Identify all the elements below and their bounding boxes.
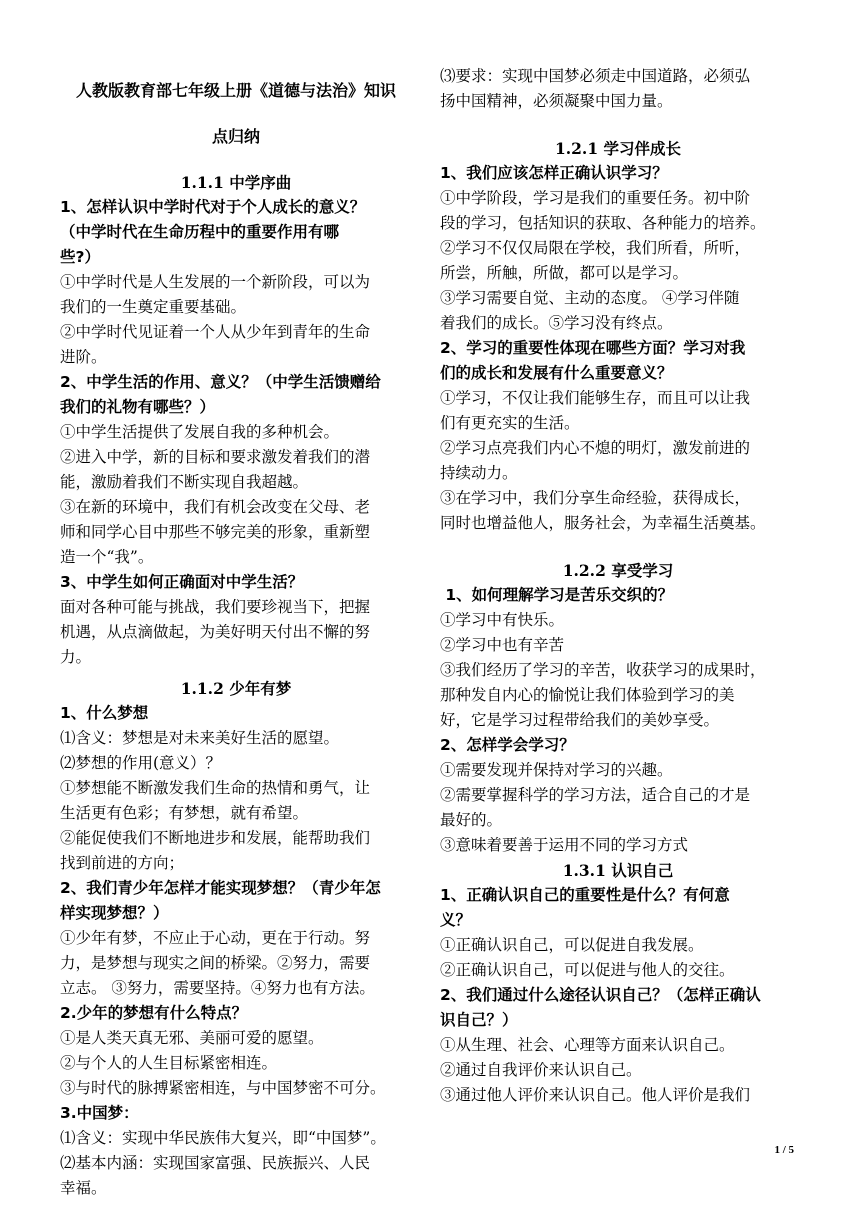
right-column [440, 64, 796, 1108]
question-heading: 3.中国梦： [60, 1104, 139, 1122]
answer-line: ①梦想能不断激发我们生命的热情和勇气，让 [60, 779, 371, 797]
question-heading: 义？ [440, 911, 472, 929]
answer-line: 立志。 ③努力，需要坚持。④努力也有方法。 [60, 979, 375, 997]
answer-line: 能，激励着我们不断实现自我超越。 [60, 473, 309, 491]
answer-line: ②通过自我评价来认识自己。 [440, 1061, 642, 1079]
answer-line: 力，是梦想与现实之间的桥梁。②努力，需要 [60, 954, 371, 972]
document-title-line2: 点归纳 [211, 127, 260, 146]
question-heading: （中学时代在生命历程中的重要作用有哪 [60, 223, 340, 241]
question-heading: 3、中学生如何正确面对中学生活？ [60, 573, 304, 591]
answer-line: ①学习，不仅让我们能够生存，而且可以让我 [440, 389, 751, 407]
question-heading: 2.少年的梦想有什么特点？ [60, 1004, 248, 1022]
left-column [60, 58, 412, 1201]
question-heading: 2、怎样学会学习？ [440, 736, 575, 754]
question-heading: 1、怎样认识中学时代对于个人成长的意义？ [60, 198, 366, 216]
section-heading: 1.2.1 学习伴成长 [554, 139, 682, 158]
question-heading: 2、学习的重要性体现在哪些方面？学习对我 [440, 339, 746, 357]
answer-line: ③学习需要自觉、主动的态度。 ④学习伴随 [440, 289, 740, 307]
answer-line: 师和同学心目中那些不够完美的形象，重新塑 [60, 523, 371, 541]
answer-line: 力。 [60, 648, 92, 666]
question-heading: 些?） [60, 248, 100, 266]
question-heading: 1、什么梦想 [60, 704, 149, 722]
document-title-line1: 人教版教育部七年级上册《道德与法治》知识 [75, 81, 396, 100]
answer-line: ⑵基本内涵：实现国家富强、民族振兴、人民 [60, 1154, 371, 1172]
answer-line: 面对各种可能与挑战，我们要珍视当下，把握 [60, 598, 371, 616]
answer-line: 扬中国精神，必须凝聚中国力量。 [440, 92, 673, 110]
answer-line: ③我们经历了学习的辛苦，收获学习的成果时， [440, 661, 766, 679]
answer-line: ②学习点亮我们内心不熄的明灯，激发前进的 [440, 439, 751, 457]
answer-line: ①是人类天真无邪、美丽可爱的愿望。 [60, 1029, 324, 1047]
answer-line: 着我们的成长。⑤学习没有终点。 [440, 314, 673, 332]
answer-line: ②进入中学，新的目标和要求激发着我们的潜 [60, 448, 371, 466]
answer-line: ②需要掌握科学的学习方法，适合自己的才是 [440, 786, 751, 804]
page-number: 1 / 5 [774, 1144, 794, 1156]
answer-line: ②能促使我们不断地进步和发展，能帮助我们 [60, 829, 371, 847]
answer-line: ①正确认识自己，可以促进自我发展。 [440, 936, 704, 954]
answer-line: ①学习中有快乐。 [440, 611, 565, 629]
answer-line: ①少年有梦，不应止于心动，更在于行动。努 [60, 929, 371, 947]
answer-line: ③意味着要善于运用不同的学习方式 [440, 836, 689, 854]
question-heading: 2、我们青少年怎样才能实现梦想？（青少年怎 [60, 879, 381, 897]
answer-line: ③通过他人评价来认识自己。他人评价是我们 [440, 1086, 751, 1104]
answer-line: 好，它是学习过程带给我们的美妙享受。 [440, 711, 720, 729]
answer-line: 持续动力。 [440, 464, 518, 482]
section-heading: 1.1.2 少年有梦 [180, 679, 292, 698]
question-heading: 们的成长和发展有什么重要意义？ [440, 364, 673, 382]
answer-line: ②学习中也有辛苦 [440, 636, 565, 654]
question-heading: 1、如何理解学习是苦乐交织的？ [440, 586, 674, 604]
answer-line: 同时也增益他人，服务社会，为幸福生活奠基。 [440, 514, 766, 532]
answer-line: 段的学习，包括知识的获取、各种能力的培养。 [440, 214, 766, 232]
question-heading: 1、我们应该怎样正确认识学习？ [440, 164, 668, 182]
answer-line: 我们的一生奠定重要基础。 [60, 298, 247, 316]
answer-line: ①中学生活提供了发展自我的多种机会。 [60, 423, 340, 441]
answer-line: 机遇，从点滴做起，为美好明天付出不懈的努 [60, 623, 371, 641]
answer-line: 最好的。 [440, 811, 503, 829]
answer-line: 找到前进的方向； [60, 854, 185, 872]
answer-line: ②学习不仅仅局限在学校，我们所看，所听， [440, 239, 751, 257]
answer-line: ③与时代的脉搏紧密相连，与中国梦密不可分。 [60, 1079, 386, 1097]
answer-line: ①需要发现并保持对学习的兴趣。 [440, 761, 673, 779]
section-heading: 1.1.1 中学序曲 [180, 173, 292, 192]
answer-line: ②中学时代见证着一个人从少年到青年的生命 [60, 323, 371, 341]
answer-line: ①从生理、社会、心理等方面来认识自己。 [440, 1036, 735, 1054]
answer-line: ⑴含义：梦想是对未来美好生活的愿望。 [60, 729, 340, 747]
question-heading: 样实现梦想？） [60, 904, 169, 922]
answer-line: ②与个人的人生目标紧密相连。 [60, 1054, 278, 1072]
answer-line: 们有更充实的生活。 [440, 414, 580, 432]
answer-line: 所尝，所触，所做，都可以是学习。 [440, 264, 689, 282]
question-heading: 2、我们通过什么途径认识自己？（怎样正确认 [440, 986, 761, 1004]
answer-line: ①中学时代是人生发展的一个新阶段，可以为 [60, 273, 371, 291]
answer-line: ③在学习中，我们分享生命经验，获得成长， [440, 489, 751, 507]
answer-line: ①中学阶段，学习是我们的重要任务。初中阶 [440, 189, 751, 207]
answer-line: ⑴含义：实现中华民族伟大复兴，即“中国梦”。 [60, 1129, 386, 1147]
answer-line: 生活更有色彩；有梦想，就有希望。 [60, 804, 309, 822]
question-heading: 我们的礼物有哪些？） [60, 398, 216, 416]
question-heading: 识自己？） [440, 1011, 518, 1029]
answer-line: 那种发自内心的愉悦让我们体验到学习的美 [440, 686, 735, 704]
section-heading: 1.2.2 享受学习 [562, 561, 674, 580]
section-heading: 1.3.1 认识自己 [562, 861, 674, 880]
answer-line: 造一个“我”。 [60, 548, 154, 566]
answer-line: ⑶要求：实现中国梦必须走中国道路，必须弘 [440, 67, 751, 85]
question-heading: 1、正确认识自己的重要性是什么？有何意 [440, 886, 730, 904]
answer-line: ③在新的环境中，我们有机会改变在父母、老 [60, 498, 371, 516]
question-heading: 2、中学生活的作用、意义？（中学生活馈赠给 [60, 373, 381, 391]
answer-line: 进阶。 [60, 348, 107, 366]
answer-line: ②正确认识自己，可以促进与他人的交往。 [440, 961, 735, 979]
answer-line: 幸福。 [60, 1179, 107, 1197]
answer-line: ⑵梦想的作用(意义）？ [60, 754, 222, 772]
